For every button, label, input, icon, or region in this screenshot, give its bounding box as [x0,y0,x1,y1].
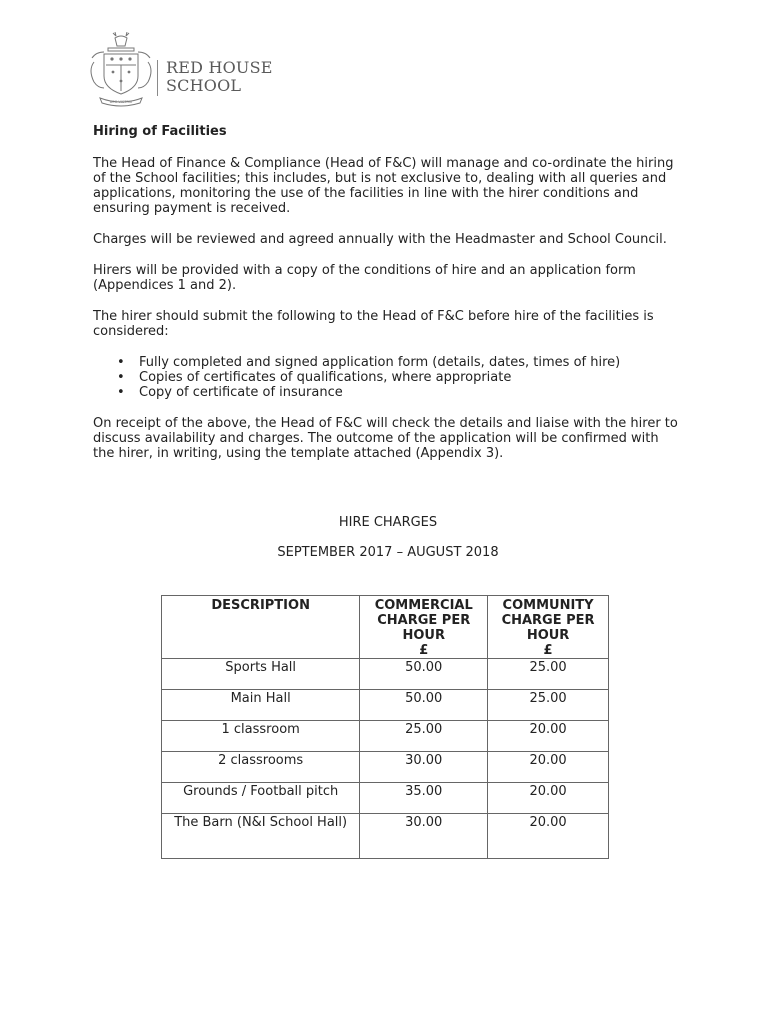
cell-community: 20.00 [488,783,609,814]
cell-description: Sports Hall [162,659,360,690]
cell-community: 20.00 [488,814,609,859]
table-row [162,752,609,783]
list-item: • Copy of certificate of insurance [139,385,683,400]
cell-description: Main Hall [162,690,360,721]
header-community [488,596,609,659]
table-row [162,783,609,814]
document-body [93,124,683,561]
cell-commercial: 25.00 [360,721,488,752]
paragraph-charges-review: Charges will be reviewed and agreed annually with the Headmaster and School Council. [93,232,667,247]
header-commercial-line: CHARGE PER [377,613,471,628]
cell-community: 25.00 [488,690,609,721]
school-name-line2: SCHOOL [166,76,242,95]
table-row [162,814,609,859]
list-item: • Fully completed and signed application form (details, dates, times of hire) [139,355,683,370]
requirements-list [93,355,683,400]
header-commercial [360,596,488,659]
header-community-line: £ [543,643,553,658]
table-row [162,659,609,690]
cell-commercial: 50.00 [360,659,488,690]
logo-separator [157,60,158,96]
paragraph-role: The Head of Finance & Compliance (Head of F&C) will manage and co-ordinate the hiring of the School facilities; this includes, but is not exclusive to, dealing with all queries and applications, monitoring the use of the facilities in line with the hirer conditions and ensuring payment is received. [93,156,674,216]
cell-commercial: 30.00 [360,814,488,859]
section-period: SEPTEMBER 2017 – AUGUST 2018 [277,545,499,560]
header-community-line: COMMUNITY [502,598,594,613]
list-item: • Copies of certificates of qualifications, where appropriate [139,370,683,385]
table-row [162,721,609,752]
cell-description: Grounds / Football pitch [162,783,360,814]
paragraph-submission: The hirer should submit the following to the Head of F&C before hire of the facilities is considered: [93,309,654,339]
cell-community: 20.00 [488,752,609,783]
cell-community: 25.00 [488,659,609,690]
crest-motto: DEO VICTRIX [109,100,133,104]
cell-description: The Barn (N&I School Hall) [162,814,360,859]
paragraph-closing: On receipt of the above, the Head of F&C will check the details and liaise with the hirer to discuss availability and charges. The outcome of the application will be confirmed with the hirer, in writing, using the template attached (Appendix 3). [93,416,678,461]
hire-charges-table [161,595,609,859]
school-logo [86,32,276,112]
header-community-line: CHARGE PER [501,613,595,628]
table-header-row [162,596,609,659]
school-name-line1: RED HOUSE [166,58,273,77]
header-commercial-line: HOUR [402,628,445,643]
cell-description: 2 classrooms [162,752,360,783]
school-name [166,59,273,95]
cell-commercial: 35.00 [360,783,488,814]
paragraph-conditions: Hirers will be provided with a copy of the conditions of hire and an application form (Appendices 1 and 2). [93,263,636,293]
cell-commercial: 50.00 [360,690,488,721]
table-row [162,690,609,721]
header-commercial-line: £ [419,643,429,658]
cell-community: 20.00 [488,721,609,752]
cell-commercial: 30.00 [360,752,488,783]
header-community-line: HOUR [526,628,570,643]
school-crest-icon [86,32,156,112]
cell-description: 1 classroom [162,721,360,752]
document-heading: Hiring of Facilities [93,124,227,139]
section-title: HIRE CHARGES [338,515,438,530]
header-commercial-line: COMMERCIAL [374,598,473,613]
header-description: DESCRIPTION [162,596,360,659]
